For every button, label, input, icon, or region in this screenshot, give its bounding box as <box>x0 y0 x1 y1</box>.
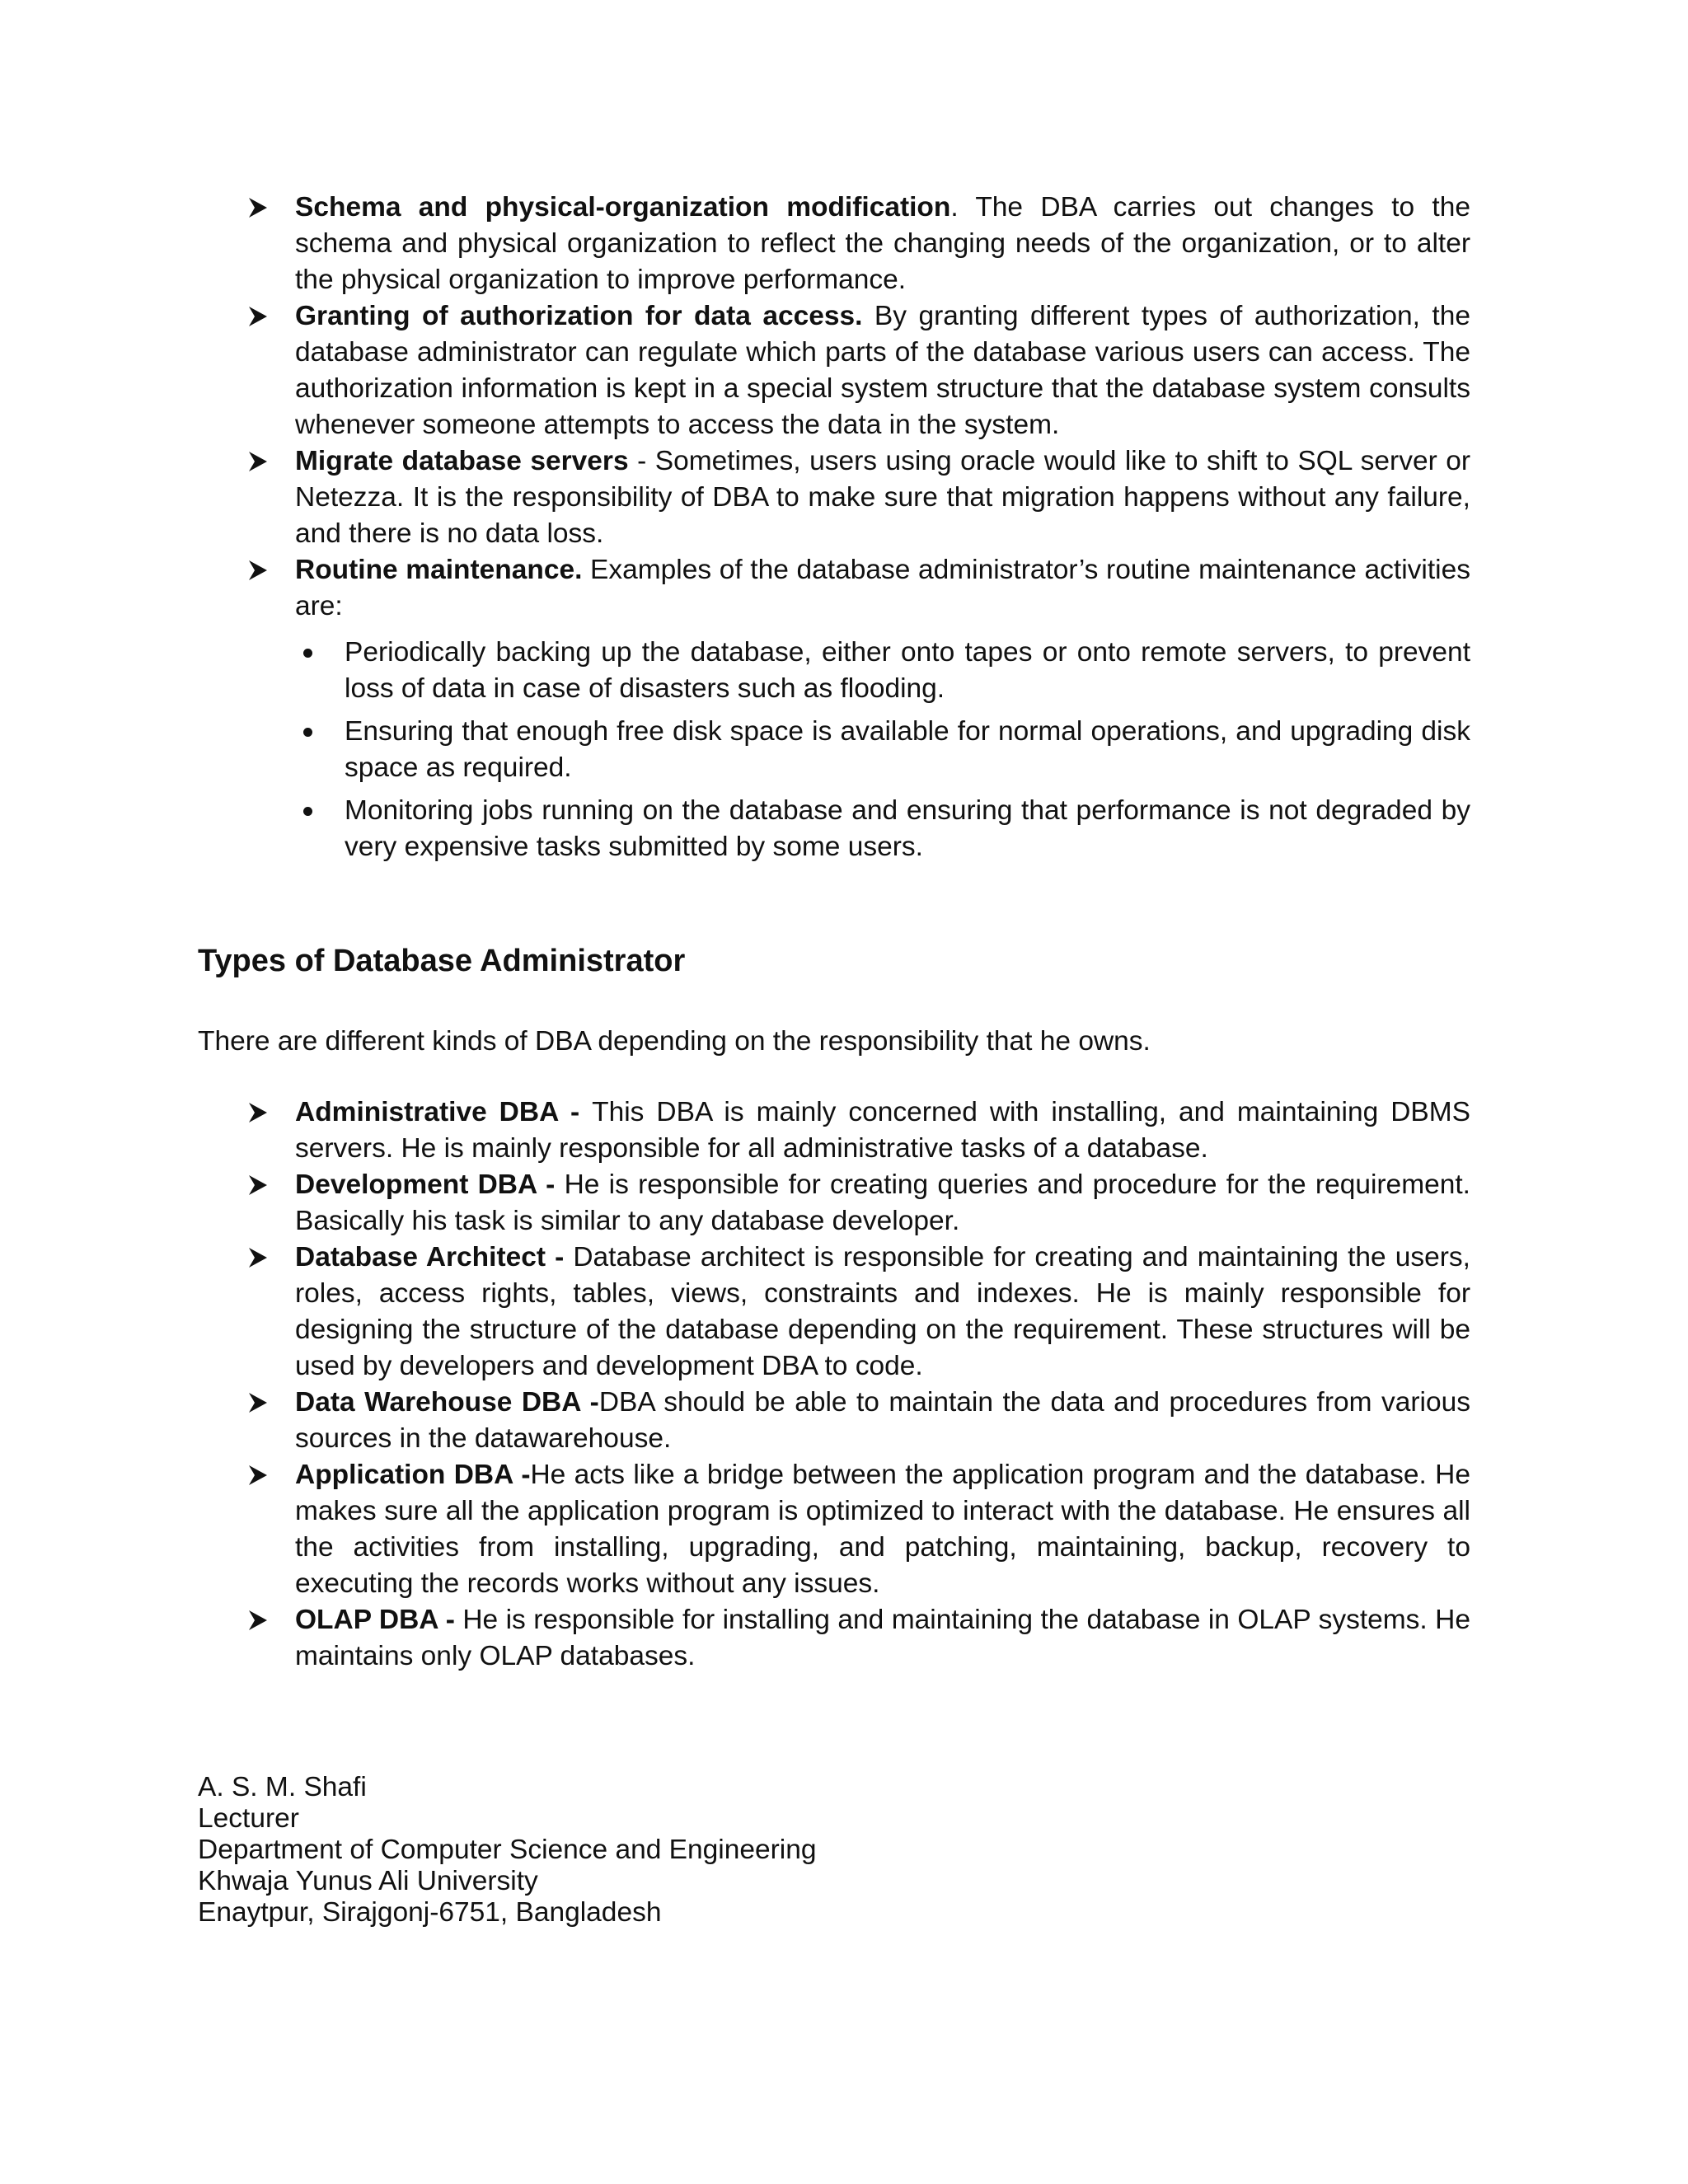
item-text: Database architect is responsible for creating and maintaining the users, roles, access rights, tables, views, constraints and indexes. He is mainly responsible for designing the structure of the database depending on the requirement. These structures will be used by developers and development DBA to code. <box>295 1242 1470 1381</box>
section-intro: There are different kinds of DBA depending on the responsibility that he owns. <box>198 1026 1151 1057</box>
item-text: This DBA is mainly concerned with installing, and maintaining DBMS servers. He is mainly responsible for all administrative tasks of a database. <box>295 1097 1470 1164</box>
list-item <box>198 1240 1470 1385</box>
item-term: Application DBA - <box>295 1460 531 1490</box>
item-term: Data Warehouse DBA - <box>295 1387 599 1418</box>
list-item <box>198 1385 1470 1457</box>
author-name: A. S. M. Shafi <box>198 1772 367 1802</box>
item-term: OLAP DBA - <box>295 1605 463 1635</box>
list-item <box>198 443 1470 552</box>
document-content <box>198 190 1470 1929</box>
list-item <box>198 190 1470 298</box>
item-text: He acts like a bridge between the application program and the database. He makes sure all the application program is optimized to interact with the database. He ensures all the activities from installing, upgrading, and patching, maintaining, backup, recovery to executing the records works without any issues. <box>295 1460 1470 1599</box>
author-block <box>198 1772 1470 1929</box>
bullet-dot-icon <box>303 649 312 658</box>
bullet-dot-icon <box>303 807 312 816</box>
item-term: Granting of authorization for data access. <box>295 301 863 331</box>
arrow-bullet-icon <box>247 1167 270 1203</box>
author-university: Khwaja Yunus Ali University <box>198 1866 538 1896</box>
author-title: Lecturer <box>198 1803 299 1834</box>
item-term: Schema and physical-organization modification <box>295 192 951 223</box>
item-term: Development DBA - <box>295 1169 565 1200</box>
arrow-bullet-icon <box>247 1240 270 1276</box>
item-text: Examples of the database administrator’s routine maintenance activities are: <box>295 555 1470 621</box>
author-department: Department of Computer Science and Engineering <box>198 1835 817 1865</box>
arrow-bullet-icon <box>247 1094 270 1131</box>
maintenance-item <box>295 714 1470 786</box>
arrow-bullet-icon <box>247 552 270 588</box>
item-text: He is responsible for creating queries and procedure for the requirement. Basically his task is similar to any database developer. <box>295 1169 1470 1236</box>
list-item <box>198 1602 1470 1675</box>
item-text: - Sometimes, users using oracle would like to shift to SQL server or Netezza. It is the responsibility of DBA to make sure that migration happens without any failure, and there is no data loss. <box>295 446 1471 549</box>
list-item <box>198 1457 1470 1602</box>
maintenance-text: Ensuring that enough free disk space is available for normal operations, and upgrading disk space as required. <box>345 716 1470 783</box>
section-heading: Types of Database Administrator <box>198 944 686 978</box>
bullet-dot-icon <box>303 728 312 737</box>
maintenance-text: Periodically backing up the database, either onto tapes or onto remote servers, to prevent loss of data in case of disasters such as flooding. <box>345 637 1470 704</box>
dba-types-list <box>198 1094 1470 1675</box>
item-text: . The DBA carries out changes to the schema and physical organization to reflect the changing needs of the organization, or to alter the physical organization to improve performance. <box>295 192 1470 295</box>
arrow-bullet-icon <box>247 443 270 480</box>
list-item <box>198 298 1470 443</box>
item-term: Migrate database servers <box>295 446 629 476</box>
list-item <box>198 1094 1470 1167</box>
arrow-bullet-icon <box>247 1385 270 1421</box>
list-item <box>198 552 1470 865</box>
author-address: Enaytpur, Sirajgonj-6751, Bangladesh <box>198 1897 662 1928</box>
maintenance-item <box>295 635 1470 707</box>
maintenance-list <box>295 635 1470 865</box>
arrow-bullet-icon <box>247 190 270 226</box>
arrow-bullet-icon <box>247 298 270 335</box>
item-text: He is responsible for installing and maintaining the database in OLAP systems. He maintains only OLAP databases. <box>295 1605 1470 1671</box>
item-text: By granting different types of authorization, the database administrator can regulate which parts of the database various users can access. The authorization information is kept in a special system structure that the database system consults whenever someone attempts to access the data in the system. <box>295 301 1470 440</box>
item-term: Routine maintenance. <box>295 555 583 585</box>
item-text: DBA should be able to maintain the data and procedures from various sources in the datawarehouse. <box>295 1387 1471 1454</box>
arrow-bullet-icon <box>247 1602 270 1638</box>
arrow-bullet-icon <box>247 1457 270 1493</box>
maintenance-text: Monitoring jobs running on the database and ensuring that performance is not degraded by very expensive tasks submitted by some users. <box>345 795 1470 862</box>
item-term: Database Architect - <box>295 1242 574 1272</box>
maintenance-item <box>295 793 1470 865</box>
item-term: Administrative DBA - <box>295 1097 593 1127</box>
list-item <box>198 1167 1470 1240</box>
responsibility-list <box>198 190 1470 865</box>
